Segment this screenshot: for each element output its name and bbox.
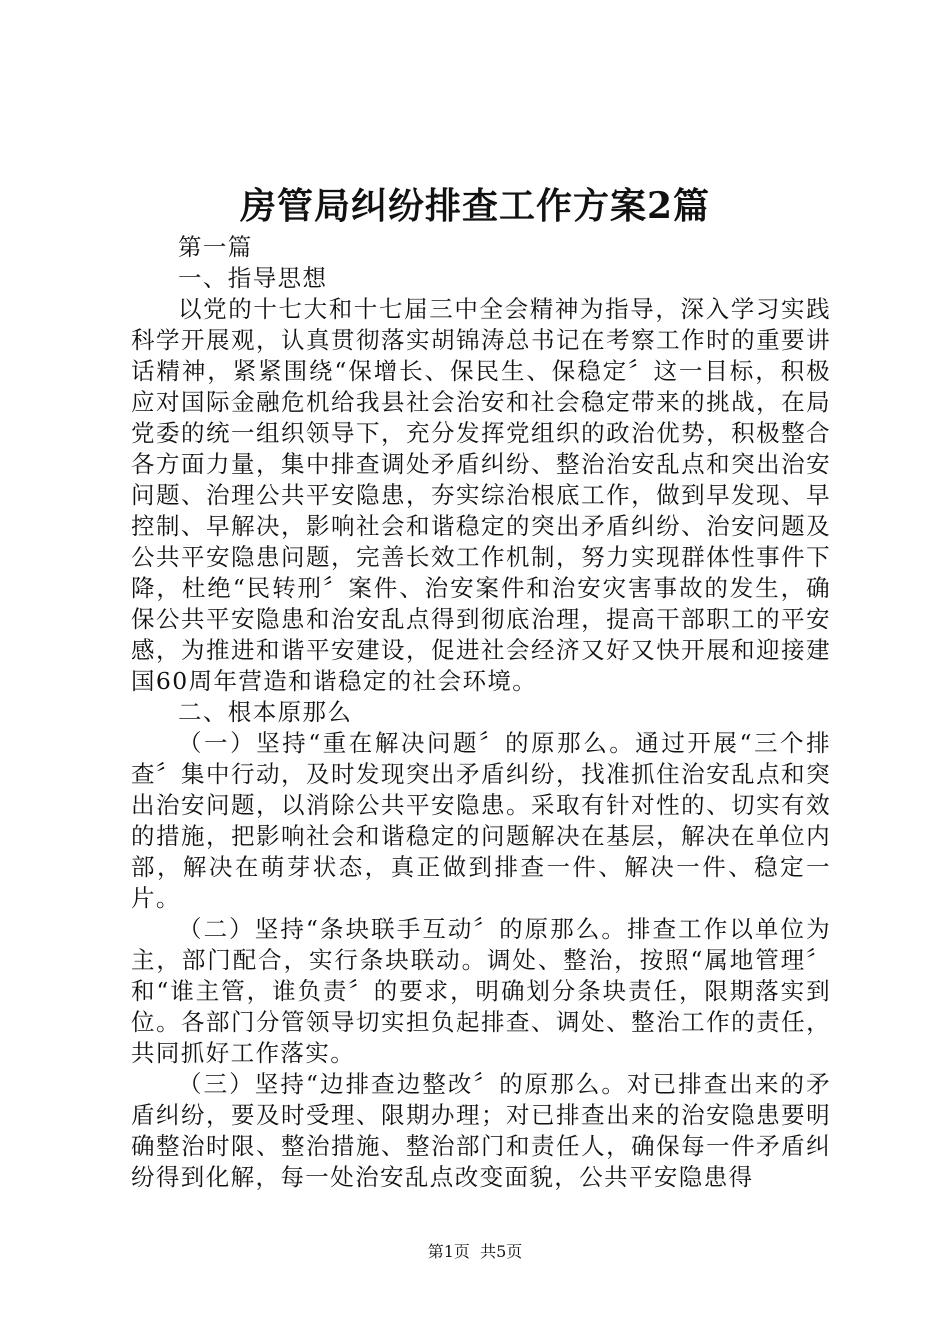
- paragraph-principle-3: （三）坚持“边排查边整改〞的原那么。对已排查出来的矛盾纠纷，要及时受理、限期办理；对已排查出来的治安隐患要明确整治时限、整治措施、整治部门和责任人，确保每一件矛盾纠纷得到化解，每一处治安乱点改变面貌，公共平安隐患得: [131, 1070, 831, 1191]
- page-total: 共5页: [480, 1242, 523, 1261]
- document-title: 房管局纠纷排查工作方案2篇: [239, 185, 711, 227]
- paragraph-principle-1: （一）坚持“重在解决问题〞的原那么。通过开展“三个排查〞集中行动，及时发现突出矛盾纠纷，找准抓住治安乱点和突出治安问题，以消除公共平安隐患。采取有针对性的、切实有效的措施，把影响社会和谐稳定的问题解决在基层，解决在单位内部，解决在萌芽状态，真正做到排查一件、解决一件、稳定一片。: [131, 729, 831, 912]
- paragraph-principle-2: （二）坚持“条块联手互动〞的原那么。排查工作以单位为主，部门配合，实行条块联动。调处、整治，按照“属地管理〞和“谁主管，谁负责〞的要求，明确划分条块责任，限期落实到位。各部门分管领导切实担负起排查、调处、整治工作的责任，共同抓好工作落实。: [131, 915, 831, 1067]
- section-heading-guiding-ideology: 一、指导思想: [178, 264, 328, 292]
- section-heading-basic-principles: 二、根本原那么: [178, 698, 353, 726]
- page-footer: [0, 1240, 950, 1264]
- paragraph-guiding-ideology: 以党的十七大和十七届三中全会精神为指导，深入学习实践科学开展观，认真贯彻落实胡锦涛总书记在考察工作时的重要讲话精神，紧紧围绕“保增长、保民生、保稳定〞这一目标，积极应对国际金融危机给我县社会治安和社会稳定带来的挑战，在局党委的统一组织领导下，充分发挥党组织的政治优势，积极整合各方面力量，集中排查调处矛盾纠纷、整治治安乱点和突出治安问题、治理公共平安隐患，夯实综治根底工作，做到早发现、早控制、早解决，影响社会和谐稳定的突出矛盾纠纷、治安问题及公共平安隐患问题，完善长效工作机制，努力实现群体性事件下降，杜绝“民转刑〞案件、治安案件和治安灾害事故的发生，确保公共平安隐患和治安乱点得到彻底治理，提高干部职工的平安感，为推进和谐平安建设，促进社会经济又好又快开展和迎接建国60周年营造和谐稳定的社会环境。: [131, 295, 831, 695]
- page-number: 第1页: [427, 1242, 470, 1261]
- section-label: 第一篇: [178, 233, 253, 261]
- document-body: [131, 232, 831, 1193]
